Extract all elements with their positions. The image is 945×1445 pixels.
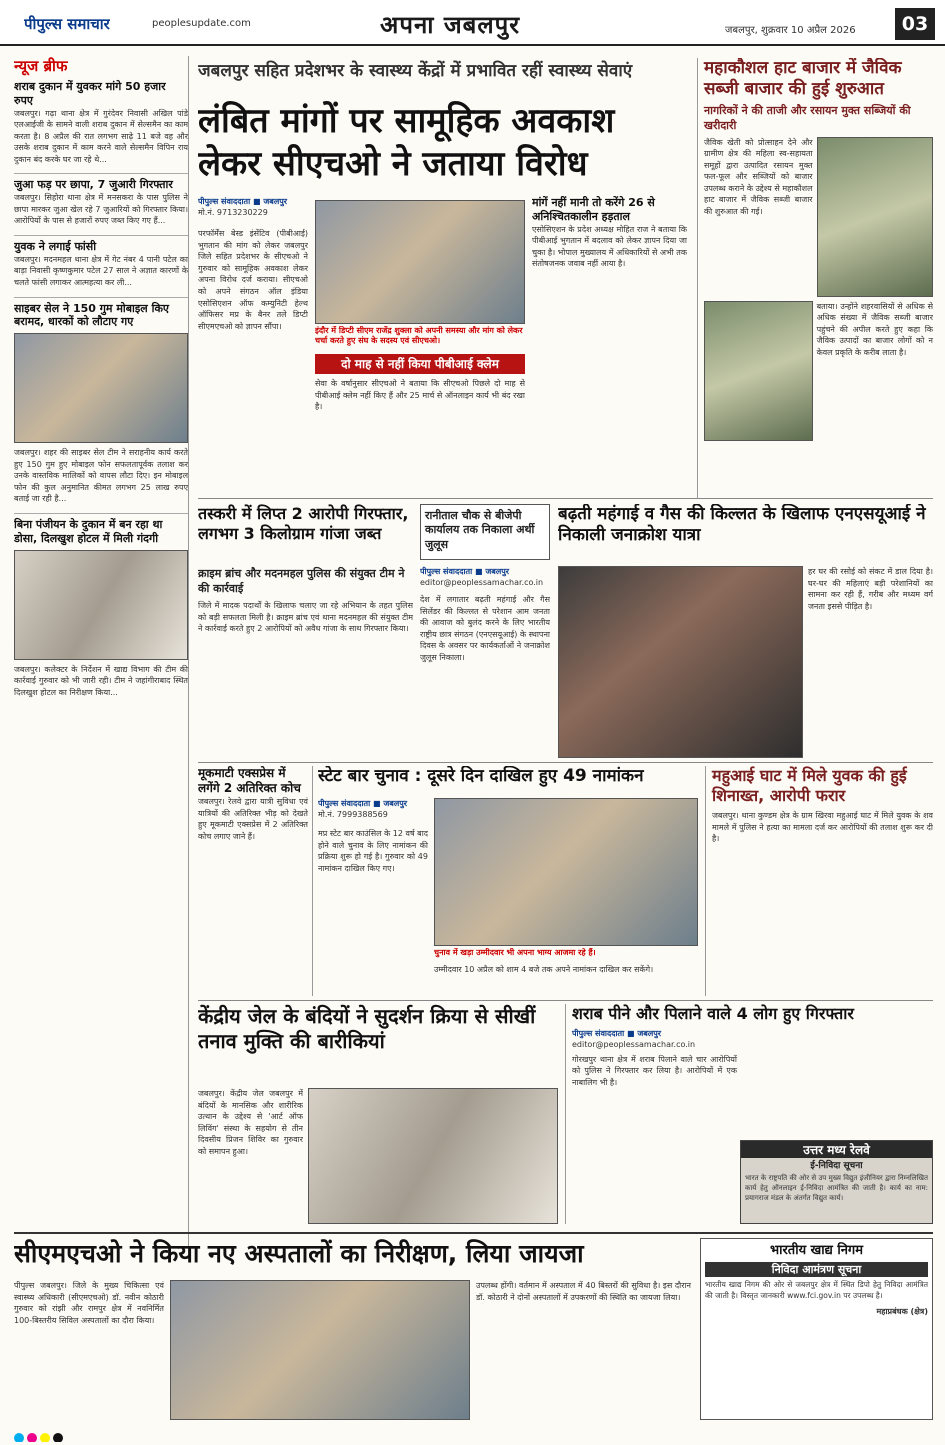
ganja-subhead: क्राइम ब्रांच और मदनमहल पुलिस की संयुक्त टीम ने की कार्रवाई [198, 567, 405, 595]
divider [14, 1232, 933, 1234]
page-number: 03 [895, 8, 935, 40]
railway-tender-ad: उत्तर मध्य रेलवे ई-निविदा सूचना भारत के राष्ट्रपति की ओर से उप मुख्य विद्युत इंजीनियर द्वारा निम्नलिखित कार्य हेतु ऑनलाइन ई-निविदा आमंत्रित की जाती है। कार्य का नाम: प्रयागराज मंडल के अंतर्गत विद्युत कार्य। [740, 1140, 933, 1224]
fci-tender-ad: भारतीय खाद्य निगम निविदा आमंत्रण सूचना भारतीय खाद्य निगम की ओर से जबलपुर क्षेत्र में स्थित डिपो हेतु निविदा आमंत्रित की जाती है। विस्तृत जानकारी www.fci.gov.in पर उपलब्ध है। महाप्रबंधक (क्षेत्र) [700, 1238, 933, 1420]
brief-headline: युवक ने लगाई फांसी [14, 240, 97, 253]
election-byline: पीपुल्स संवाददाता ■ जबलपुर मो.नं. 7999388569 [318, 799, 408, 819]
election-headline: स्टेट बार चुनाव : दूसरे दिन दाखिल हुए 49 नामांकन [318, 766, 644, 786]
cmho-photo [170, 1280, 470, 1420]
newspaper-logo: पीपुल्स समाचार [24, 15, 110, 33]
section-title: अपना जबलपुर [380, 11, 521, 39]
brief-item [14, 80, 188, 165]
news-brief-title: न्यूज ब्रीफ [14, 57, 68, 75]
cyber-cell-photo [14, 333, 188, 443]
brief-headline: बिना पंजीयन के दुकान में बन रहा था डोसा, दिलखुश होटल में मिली गंदगी [14, 518, 163, 545]
lead-byline: पीपुल्स संवाददाता ■ जबलपुर मो.नं. 9713230229 [198, 197, 288, 217]
lead-red-bar: दो माह से नहीं किया पीबीआई क्लेम [315, 354, 525, 374]
lead-side-story: मांगें नहीं मानी तो करेंगे 26 से अनिश्चितकालीन हड़ताल एसोसिएशन के प्रदेश अध्यक्ष मोहित राज ने बताया कि पीबीआई भुगतान में बदलाव को लेकर ज्ञापन दिया जा चुका है। भोपाल मुख्यालय में अधिकारियों से अभी तक संतोषजनक जवाब नहीं आया है। [532, 196, 687, 269]
lead-headline: लंबित मांगों पर सामूहिक अवकाश लेकर सीएचओ ने जताया विरोध [198, 101, 615, 184]
lead-body: परफॉर्मेंस बेस्ड इंसेंटिव (पीबीआई) भुगतान की मांग को लेकर जबलपुर जिले सहित प्रदेशभर के सीएचओ ने गुरुवार को सामूहिक अवकाश लेकर अपना विरोध दर्ज कराया। सीएचओ को अपने संगठन ऑल इंडिया एसोसिएशन ऑफ कम्युनिटी हेल्थ ऑफिसर मप्र के बैनर तले डिप्टी सीएमएचओ को ज्ञापन सौंपा। [198, 229, 308, 331]
lead-photo-caption: इंदौर में डिप्टी सीएम राजेंद्र शुक्ला को अपनी समस्या और मांग को लेकर चर्चा करते हुए संघ के सदस्य एवं सीएचओ। [315, 326, 523, 346]
haat-story: महाकौशल हाट बाजार में जैविक सब्जी बाजार की हुई शुरुआत नागरिकों ने की ताजी और रसायन मुक्त सब्जियों की खरीदारी जैविक खेती को प्रोत्साहन देने और ग्रामीण क्षेत्र की महिला स्व-सहायता समूहों द्वारा उत्पादित रसायन मुक्त फल-फूल और सब्जियों को बाजार उपलब्ध कराने के उद्देश्य से महाकौशल हाट बाजार में जैविक सब्जी बाजार की शुरुआत की गई। बताया। उन्होंने शहरवासियों से अधिक से अधिक संख्या में जैविक सब्जी बाजार पहुंचने की अपील करते हुए कहा कि जैविक उत्पादों का बाजार लोगों को न केवल प्रकृति के करीब लाता है। [697, 58, 933, 498]
brief-body: जबलपुर। मदनमहल थाना क्षेत्र में गेट नंबर 4 पानी पटेल का बाड़ा निवासी कृष्णकुमार पटेल 27 साल ने अज्ञात कारणों के चलते फांसी लगाकर आत्महत्या कर ली... [14, 254, 188, 287]
cmho-body: पीपुल्स जबलपुर। जिले के मुख्य चिकित्सा एवं स्वास्थ्य अधिकारी (सीएमएचओ) डॉ. नवीन कोठारी गुरुवार को रांझी और रामपुर क्षेत्र में नवनिर्मित 100-बिस्तरीय सिविल अस्पतालों का दौरा किया। [14, 1281, 164, 1325]
brief-item [14, 173, 188, 227]
brief-item [14, 235, 188, 289]
divider [198, 498, 933, 499]
coach-story: मूकमाटी एक्सप्रेस में लगेंगे 2 अतिरिक्त कोच जबलपुर। रेलवे द्वारा यात्री सुविधा एवं यात्रियों की अतिरिक्त भीड़ को देखते हुए मूकमाटी एक्सप्रेस में 2 अतिरिक्त कोच लगाए जाने हैं। [198, 766, 313, 996]
nsui-headline: बढ़ती महंगाई व गैस की किल्लत के खिलाफ एनएसयूआई ने निकाली जनाक्रोश यात्रा [558, 504, 926, 546]
brief-headline: जुआ फड़ पर छापा, 7 जुआरी गिरफ्तार [14, 178, 173, 192]
cmho-headline: सीएमएचओ ने किया नए अस्पतालों का निरीक्षण, लिया जायजा [14, 1239, 584, 1268]
lead-kicker: जबलपुर सहित प्रदेशभर के स्वास्थ्य केंद्रों में प्रभावित रहीं स्वास्थ्य सेवाएं [198, 61, 633, 81]
nsui-body-2: हर घर की रसोई को संकट में डाल दिया है। घर-घर की महिलाएं बड़ी परेशानियों का सामना कर रही हैं, गरीब और मध्यम वर्ग जनता इससे पीड़ित है। [808, 567, 933, 611]
lead-red-body: सेवा के वर्षानुसार सीएचओ ने बताया कि सीएचओ पिछले दो माह से पीबीआई क्लेम नहीं किए हैं और 25 मार्च से ऑनलाइन कार्य भी बंद रखा है। [315, 379, 525, 412]
food-inspection-photo [14, 550, 188, 660]
nsui-body: देश में लगातार बढ़ती महंगाई और गैस सिलेंडर की किल्लत से परेशान आम जनता की आवाज को बुलंद करने के लिए भारतीय राष्ट्रीय छात्र संगठन (एनएसयूआई) के स्थापना दिवस के अवसर पर कार्यकर्ताओं ने जनाक्रोश जुलूस निकाला। [420, 595, 550, 662]
brief-headline: साइबर सेल ने 150 गुम मोबाइल किए बरामद, धारकों को लौटाए गए [14, 301, 169, 329]
divider [198, 1000, 933, 1001]
divider [198, 762, 933, 763]
liquor-story: शराब पीने और पिलाने वाले 4 लोग हुए गिरफ्तार पीपुल्स संवाददाता ■ जबलपुर editor@peoplessamachar.co.in गोरखपुर थाना क्षेत्र में शराब पिलाने वाले चार आरोपियों को पुलिस ने गिरफ्तार कर लिया है। आरोपियों में एक नाबालिग भी है। [565, 1004, 933, 1224]
mahuai-story: महुआई घाट में मिले युवक की हुई शिनाख्त, आरोपी फरार जबलपुर। थाना कुण्डम क्षेत्र के ग्राम खिरवा महुआई घाट में मिले युवक के शव मामले में पुलिस ने हत्या का मामला दर्ज कर आरोपियों की तलाश शुरू कर दी है। [705, 766, 933, 996]
haat-photo-1 [817, 137, 933, 297]
website-link[interactable]: peoplesupdate.com [152, 18, 251, 29]
brief-item [14, 297, 188, 505]
news-brief-column [14, 56, 189, 1256]
election-caption: चुनाव में खड़ा उम्मीदवार भी अपना भाग्य आजमा रहे हैं। [434, 948, 596, 957]
jail-body: जबलपुर। केंद्रीय जेल जबलपुर में बंदियों के मानसिक और शारीरिक उत्थान के उद्देश्य से 'आर्ट ऑफ लिविंग' संस्था के सहयोग से तीन दिवसीय प्रिजन शिविर का गुरुवार को समापन हुआ। [198, 1089, 303, 1156]
brief-item [14, 513, 188, 698]
jail-headline: केंद्रीय जेल के बंदियों ने सुदर्शन क्रिया से सीखीं तनाव मुक्ति की बारीकियां [198, 1004, 536, 1053]
election-body: मप्र स्टेट बार काउंसिल के 12 वर्ष बाद होने वाले चुनाव के लिए नामांकन की प्रक्रिया शुरू हो गई है। गुरुवार को 49 नामांकन दाखिल किए गए। [318, 829, 428, 873]
brief-body: जबलपुर। कलेक्टर के निर्देशन में खाद्य विभाग की टीम की कार्रवाई गुरुवार को भी जारी रही। टीम ने जहांगीराबाद स्थित दिलखुश होटल का निरीक्षण किया... [14, 664, 188, 697]
lead-photo [315, 200, 525, 324]
ganja-headline: तस्करी में लिप्त 2 आरोपी गिरफ्तार, लगभग 3 किलोग्राम गांजा जब्त [198, 504, 409, 543]
election-body-2: उम्मीदवार 10 अप्रैल को शाम 4 बजे तक अपने नामांकन दाखिल कर सकेंगे। [434, 965, 654, 974]
brief-body: जबलपुर। गढ़ा थाना क्षेत्र में गुरंदेवर निवासी अखिल पांडे एलआईजी के सामने वाली शराब दुकान में सेल्समैन का काम करता है। 8 अप्रैल की रात लगभग साढ़े 11 बजे वह और उसके शराब दुकान में काम करने वाले सेल्समैन विपिन राय दुकान बंद करके घर जा रहे थे... [14, 108, 188, 164]
brief-headline: शराब दुकान में युवकर मांगे 50 हजार रुपए [14, 80, 166, 107]
brief-body: जबलपुर। सिहोरा थाना क्षेत्र में मनसकरा के पास पुलिस ने छापा मारकर जुआ खेल रहे 7 जुआरियों को गिरफ्तार किया। आरोपियों के पास से हजारों रुपए जब्त किए गए हैं... [14, 193, 188, 226]
masthead [0, 0, 945, 46]
haat-photo-2 [704, 301, 813, 441]
brief-body: जबलपुर। शहर की साइबर सेल टीम ने सराहनीय कार्य करते हुए 150 गुम हुए मोबाइल फोन सफलतापूर्वक तलाश कर उनके वास्तविक मालिकों को वापस लौटा दिए। इन मोबाइल फोन की कुल अनुमानित कीमत लगभग 25 लाख रुपए बताई जा रही है... [14, 448, 188, 504]
nsui-protest-photo [558, 566, 803, 758]
julus-box: रानीताल चौक से बीजेपी कार्यालय तक निकाला अर्थी जुलूस [420, 504, 550, 560]
election-photo [434, 798, 698, 946]
issue-date: जबलपुर, शुक्रवार 10 अप्रैल 2026 [725, 25, 856, 36]
ganja-body: जिले में मादक पदार्थों के खिलाफ चलाए जा रहे अभियान के तहत पुलिस को बड़ी सफलता मिली है। क्राइम ब्रांच एवं थाना मदनमहल की संयुक्त टीम ने कार्रवाई करते हुए 2 आरोपियों को अवैध गांजा के साथ गिरफ्तार किया। [198, 601, 413, 634]
cmho-body-2: उपलब्ध होंगी। वर्तमान में अस्पताल में 40 बिस्तरों की सुविधा है। इस दौरान डॉ. कोठारी ने दोनों अस्पतालों में उपकरणों की स्थिति का जायजा लिया। [476, 1281, 691, 1302]
jail-photo [308, 1088, 558, 1224]
print-registration-marks [14, 1428, 214, 1442]
nsui-byline: पीपुल्स संवाददाता ■ जबलपुर editor@peoplessamachar.co.in [420, 567, 544, 587]
